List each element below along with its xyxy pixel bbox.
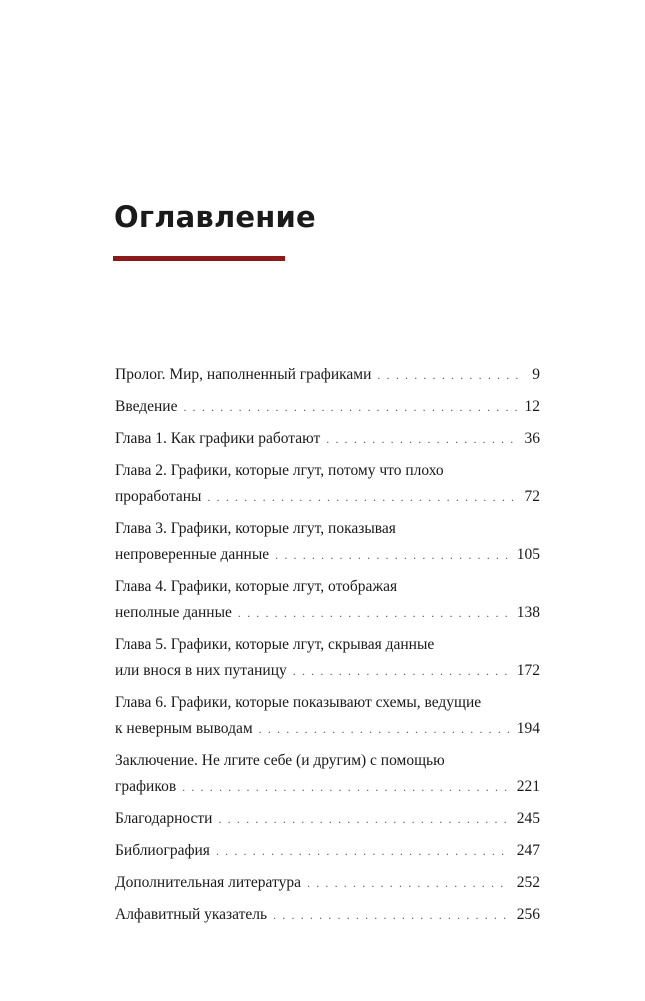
toc-entry-title-line-2: графиков [115, 778, 177, 795]
toc-entry-introduction[interactable] [115, 394, 540, 420]
toc-entry-conclusion[interactable] [115, 748, 540, 800]
toc-entry-title: Алфавитный указатель [115, 906, 268, 923]
toc-entry-chapter-2[interactable] [115, 458, 540, 510]
toc-entry-acknowledgements[interactable] [115, 806, 540, 832]
dot-leader [218, 806, 508, 832]
toc-entry-title-line-2: проработаны [115, 488, 202, 505]
dot-leader [275, 542, 509, 568]
toc-page-number: 256 [516, 906, 540, 923]
dot-leader [259, 716, 509, 742]
toc-entry-title: Введение [115, 398, 178, 415]
toc-page-number: 172 [516, 662, 540, 679]
title-underline-rule [113, 256, 285, 261]
dot-leader [293, 658, 509, 684]
toc-page-number: 72 [524, 488, 540, 505]
toc-entry-title: Дополнительная литература [115, 874, 301, 891]
toc-entry-title: Глава 1. Как графики работают [115, 430, 321, 447]
toc-entry-title-line-1: Глава 3. Графики, которые лгут, показывая [115, 520, 396, 537]
toc-entry-title-line-1: Глава 2. Графики, которые лгут, потому что плохо [115, 462, 444, 479]
toc-entry-title-line-2: или внося в них путаницу [115, 662, 287, 679]
page-title: Оглавление [114, 200, 316, 234]
toc-entry-prologue[interactable] [115, 362, 540, 388]
toc-entry-title-line-1: Глава 4. Графики, которые лгут, отображая [115, 578, 398, 595]
toc-entry-bibliography[interactable] [115, 838, 540, 864]
toc-entry-chapter-1[interactable] [115, 426, 540, 452]
toc-page-number: 247 [516, 842, 540, 859]
toc-entry-chapter-5[interactable] [115, 632, 540, 684]
toc-entry-title: Библиография [115, 842, 210, 859]
toc-page-number: 105 [516, 546, 540, 563]
dot-leader [183, 394, 516, 420]
toc-entry-chapter-3[interactable] [115, 516, 540, 568]
toc-page-number: 245 [516, 810, 540, 827]
dot-leader [207, 484, 516, 510]
toc-entry-title-line-2: непроверенные данные [115, 546, 270, 563]
toc-entry-title-line-1: Глава 5. Графики, которые лгут, скрывая данные [115, 636, 435, 653]
toc-page-number: 221 [516, 778, 540, 795]
dot-leader [377, 362, 522, 388]
toc-page-number: 252 [516, 874, 540, 891]
toc-page-number: 138 [516, 604, 540, 621]
toc-entry-chapter-4[interactable] [115, 574, 540, 626]
toc-page-number: 9 [532, 366, 540, 383]
toc-page-number: 194 [516, 720, 540, 737]
dot-leader [307, 870, 509, 896]
toc-entry-title-line-1: Глава 6. Графики, которые показывают схемы, ведущие [115, 694, 482, 711]
toc-page-number: 12 [524, 398, 540, 415]
toc-entry-title-line-2: неполные данные [115, 604, 232, 621]
toc-entry-index[interactable] [115, 902, 540, 928]
toc-entry-title: Пролог. Мир, наполненный графиками [115, 366, 372, 383]
table-of-contents [115, 362, 540, 934]
toc-entry-chapter-6[interactable] [115, 690, 540, 742]
dot-leader [216, 838, 509, 864]
dot-leader [238, 600, 509, 626]
dot-leader [273, 902, 509, 928]
toc-entry-title-line-2: к неверным выводам [115, 720, 253, 737]
toc-entry-title-line-1: Заключение. Не лгите себе (и другим) с помощью [115, 752, 445, 769]
toc-page-number: 36 [524, 430, 540, 447]
toc-entry-further-reading[interactable] [115, 870, 540, 896]
dot-leader [182, 774, 509, 800]
dot-leader [326, 426, 516, 452]
toc-entry-title: Благодарности [115, 810, 213, 827]
